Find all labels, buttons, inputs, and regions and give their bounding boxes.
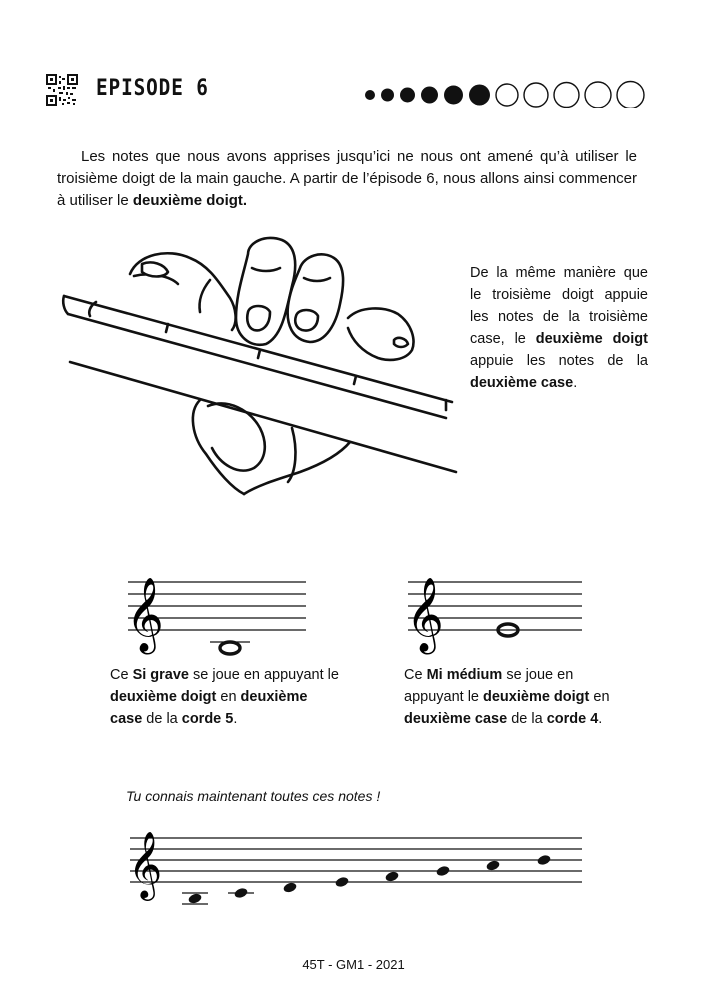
progress-dot-1 [365,90,375,100]
note-si-grave [220,642,240,654]
note-8 [536,854,551,867]
note-6 [435,865,450,878]
progress-dot-3 [400,88,415,103]
staff-si-grave [120,560,310,656]
caption-mi-medium: Ce Mi médium se joue en appuyant le deuxième doigt en deuxième case de la corde 4. [404,667,610,727]
intro-paragraph: Les notes que nous avons apprises jusqu’ici ne nous ont amené qu’à utiliser le troisième doigt de la main gauche. A partir de l’épisode 6, nous allons ainsi commencer à utiliser le deuxième doigt. [57,148,637,209]
note-2 [233,887,248,900]
progress-dot-7 [496,84,518,106]
progress-dot-2 [381,89,394,102]
treble-clef-icon: 𝄞 [126,578,164,652]
note-7 [485,859,500,872]
progress-dot-5 [444,86,463,105]
progress-dot-9 [554,83,579,108]
note-1 [187,892,202,905]
episode-title: EPISODE 6 [96,76,209,101]
progress-dot-11 [617,82,644,109]
treble-clef-icon: 𝄞 [406,578,444,652]
side-paragraph: De la même manière que le troisième doigt appuie les notes de la troisième case, le deuxième doigt appuie les notes de la deuxième case. [470,265,648,391]
progress-dot-6 [469,85,490,106]
staff-all-notes [120,818,590,910]
staff-mi-medium [404,560,594,656]
treble-clef-icon: 𝄞 [128,830,163,898]
note-5 [384,870,399,883]
progress-dot-8 [524,83,548,107]
progress-dot-10 [585,82,611,108]
caption-si-grave: Ce Si grave se joue en appuyant le deuxième doigt en deuxième case de la corde 5. [110,667,339,727]
note-4 [334,876,349,889]
progress-dot-4 [421,87,438,104]
hand-on-guitar-neck-illustration [60,232,460,512]
episode-progress-dots [360,74,665,108]
qr-code-icon [46,74,78,106]
page-footer: 45T - GM1 - 2021 [302,957,405,972]
notes-summary-heading: Tu connais maintenant toutes ces notes ! [126,788,381,804]
note-3 [282,881,297,894]
